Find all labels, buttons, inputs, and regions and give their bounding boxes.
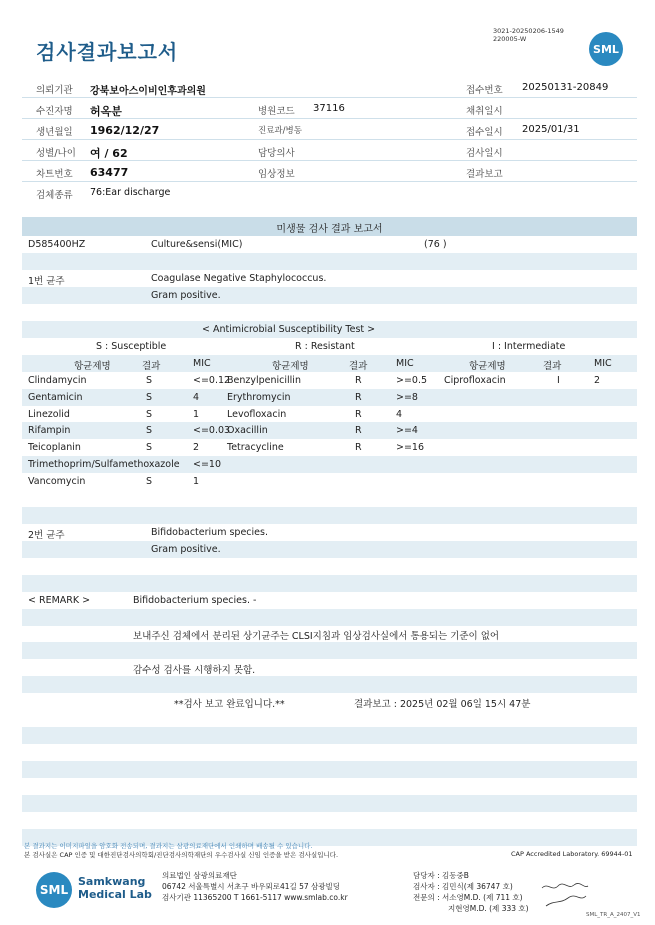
legend-intermediate: I : Intermediate [492, 341, 566, 352]
receipt-date-label: 접수일시 [466, 127, 503, 138]
brand-name [78, 875, 152, 901]
ast-mic: 2 [193, 442, 200, 454]
ast-mic: <=0.12 [193, 375, 231, 386]
ast-mic: 1 [193, 408, 200, 420]
footer-note-2: 본 검사실은 CAP 인증 및 대한진단검사의학회/진단검사의학재단의 우수검사실 신임 인증을 받은 검사실입니다. [24, 851, 339, 859]
ast-result: R [355, 391, 362, 403]
footer-address: 06742 서울특별시 서초구 바우뫼로41길 57 삼광빌딩 [162, 882, 341, 891]
specimen-value: 76:Ear discharge [90, 187, 171, 198]
sml-footer-logo-icon: SML [36, 872, 72, 908]
footer-org: 의료법인 삼광의료재단 [162, 871, 237, 880]
ast-mic: 2 [594, 375, 601, 386]
remark-label: < REMARK > [28, 595, 91, 606]
report-time: 결과보고 : 2025년 02월 06일 15시 47분 [354, 699, 531, 710]
ast-result: R [355, 375, 362, 386]
chart-no-value: 63477 [90, 166, 129, 179]
ast-drug: Gentamicin [28, 391, 83, 403]
ast-drug: Teicoplanin [28, 442, 81, 454]
blank-band [22, 304, 637, 321]
hospital-code-label: 병원코드 [258, 106, 295, 117]
col-drug-3: 항균제명 [469, 361, 506, 372]
ast-drug: Ciprofloxacin [444, 375, 506, 386]
ast-drug: Oxacillin [227, 425, 268, 437]
receipt-no-label: 접수번호 [466, 85, 503, 96]
col-mic-3: MIC [594, 358, 612, 369]
remark-line-1: Bifidobacterium species. - [133, 595, 257, 606]
ast-mic: 1 [193, 475, 200, 487]
section-title: 미생물 검사 결과 보고서 [22, 217, 637, 236]
institution-value: 강북보아스이비인후과의원 [90, 86, 206, 97]
table-row [22, 406, 637, 423]
col-mic-1: MIC [193, 358, 211, 369]
dept-label: 진료과/병동 [258, 126, 302, 136]
test-row [22, 236, 637, 253]
test-date-label: 검사일시 [466, 148, 503, 159]
footer-note-1: 본 결과지는 이미지파일을 암호화 전송되며, 결과지는 삼광의료재단에서 인쇄하며 배송될 수 있습니다. [24, 842, 313, 850]
ast-mic: >=16 [396, 442, 425, 454]
ast-result: S [146, 375, 153, 386]
blank-band [22, 795, 637, 812]
table-row [22, 372, 637, 389]
info-row-birth [22, 120, 637, 140]
page-title: 검사결과보고서 [36, 40, 179, 64]
ast-result: S [146, 391, 153, 403]
col-drug-2: 항균제명 [272, 361, 309, 372]
name-label: 수진자명 [36, 106, 73, 117]
legend-resistant: R : Resistant [295, 341, 355, 352]
ast-drug: Vancomycin [28, 475, 86, 487]
table-row [22, 473, 637, 490]
ast-header-row [22, 355, 637, 372]
info-row-institution [22, 78, 637, 98]
organism-2-name: Bifidobacterium species. [151, 527, 268, 538]
ast-result: R [355, 442, 362, 454]
staff-value: 김동중B [442, 871, 469, 880]
blank-band [22, 727, 637, 744]
blank-band [22, 558, 637, 575]
ast-result: S [146, 408, 153, 420]
organism-2-row [22, 524, 637, 541]
ast-legend-row [22, 338, 637, 355]
blank-band [22, 253, 637, 270]
organism-1-label: 1번 균주 [28, 276, 65, 287]
collect-date-label: 채취일시 [466, 106, 503, 117]
clinical-label: 임상정보 [258, 169, 295, 180]
report-complete: **검사 보고 완료입니다.** [174, 699, 285, 710]
blank-band [22, 609, 637, 626]
ast-title-row [22, 321, 637, 338]
form-code: SML_TR_A_2407_V1 [586, 912, 641, 918]
ast-mic: >=4 [396, 425, 418, 437]
test-name: Culture&sensi(MIC) [151, 239, 243, 250]
blank-band [22, 676, 637, 693]
sex-age-value: 여 / 62 [90, 147, 128, 160]
specimen-label: 검체종류 [36, 190, 73, 201]
organism-2-label: 2번 균주 [28, 530, 65, 541]
organism-1-gram-row [22, 287, 637, 304]
col-result-1: 결과 [142, 361, 161, 372]
remark-line-2-row [22, 625, 637, 642]
blank-band [22, 710, 637, 727]
ast-drug: Tetracycline [227, 442, 284, 454]
birth-label: 생년월일 [36, 127, 73, 138]
footer-staff-block [413, 870, 529, 914]
name-value: 허옥분 [90, 105, 122, 118]
ast-drug: Clindamycin [28, 375, 87, 386]
ast-mic: >=8 [396, 391, 418, 403]
ast-title: < Antimicrobial Susceptibility Test > [202, 324, 376, 335]
col-drug-1: 항균제명 [74, 361, 111, 372]
sex-age-label: 성별/나이 [36, 148, 76, 159]
brand-name-line-2: Medical Lab [78, 888, 152, 901]
ast-result: R [355, 408, 362, 420]
blank-band [22, 575, 637, 592]
table-row [22, 439, 637, 456]
document-number-line-1: 3021-20250206-1549 [493, 27, 564, 35]
specialist-label: 전문의 : [413, 893, 440, 902]
col-result-2: 결과 [349, 361, 368, 372]
legend-susceptible: S : Susceptible [96, 341, 167, 352]
report-label: 결과보고 [466, 169, 503, 180]
blank-band [22, 642, 637, 659]
ast-mic: 4 [193, 391, 200, 403]
table-row [22, 456, 637, 473]
remark-row [22, 592, 637, 609]
table-row [22, 389, 637, 406]
organism-2-gram: Gram positive. [151, 544, 221, 555]
ast-mic: >=0.5 [396, 375, 428, 386]
blank-band [22, 490, 637, 507]
blank-band [22, 778, 637, 795]
footer-address-block [162, 870, 348, 903]
receipt-no-value: 20250131-20849 [522, 82, 609, 93]
ast-mic: <=0.03 [193, 425, 231, 437]
chart-no-label: 차트번호 [36, 169, 73, 180]
document-number-line-2: 220005-W [493, 35, 527, 43]
blank-band [22, 812, 637, 829]
tester-value: 김민식(제 36747 호) [442, 882, 513, 891]
organism-1-name: Coagulase Negative Staphylococcus. [151, 273, 327, 284]
sml-logo-icon: SML [589, 32, 623, 66]
ast-drug: Rifampin [28, 425, 71, 437]
info-row-sex-age [22, 141, 637, 161]
specialist-2: 지현영M.D. (제 333 호) [448, 904, 529, 913]
organism-2-gram-row [22, 541, 637, 558]
ast-result: S [146, 425, 153, 437]
hospital-code-value: 37116 [313, 103, 345, 114]
col-result-3: 결과 [543, 361, 562, 372]
complete-row [22, 693, 637, 710]
info-row-specimen [22, 183, 637, 203]
cap-accreditation: CAP Accredited Laboratory. 69944-01 [511, 850, 633, 858]
staff-label: 담당자 : [413, 871, 440, 880]
ast-drug: Levofloxacin [227, 408, 287, 420]
organism-1-gram: Gram positive. [151, 290, 221, 301]
blank-band [22, 761, 637, 778]
test-code: D585400HZ [28, 239, 86, 250]
ast-result: I [557, 375, 560, 386]
specialist-1: 서소영M.D. (제 711 호) [442, 893, 523, 902]
ast-drug: Benzylpenicillin [227, 375, 301, 386]
ast-result: S [146, 442, 153, 454]
institution-label: 의뢰기관 [36, 85, 73, 96]
ast-result: S [146, 475, 153, 487]
ast-mic: 4 [396, 408, 403, 420]
ast-drug: Trimethoprim/Sulfamethoxazole [28, 459, 180, 470]
document-number [493, 27, 564, 43]
brand-name-line-1: Samkwang [78, 875, 146, 888]
ast-mic: <=10 [193, 459, 222, 470]
remark-line-3: 감수성 검사를 시행하지 못함. [133, 665, 256, 676]
table-row [22, 422, 637, 439]
doctor-label: 담당의사 [258, 148, 295, 159]
info-row-chart [22, 162, 637, 182]
ast-drug: Linezolid [28, 408, 70, 420]
info-row-name [22, 99, 637, 119]
footer-contact: 검사기관 11365200 T 1661-5117 www.smlab.co.kr [162, 893, 348, 902]
birth-value: 1962/12/27 [90, 124, 160, 137]
ast-result: R [355, 425, 362, 437]
signature-icon [540, 880, 590, 914]
receipt-date-value: 2025/01/31 [522, 124, 580, 135]
blank-band [22, 744, 637, 761]
blank-band [22, 507, 637, 524]
tester-label: 검사자 : [413, 882, 440, 891]
col-mic-2: MIC [396, 358, 414, 369]
test-number: (76 ) [424, 239, 447, 250]
organism-1-row [22, 270, 637, 287]
remark-line-2: 보내주신 검체에서 분리된 상기균주는 CLSI지침과 임상검사실에서 통용되는 기준이 없어 [133, 631, 500, 642]
remark-line-3-row [22, 659, 637, 676]
ast-drug: Erythromycin [227, 391, 291, 403]
